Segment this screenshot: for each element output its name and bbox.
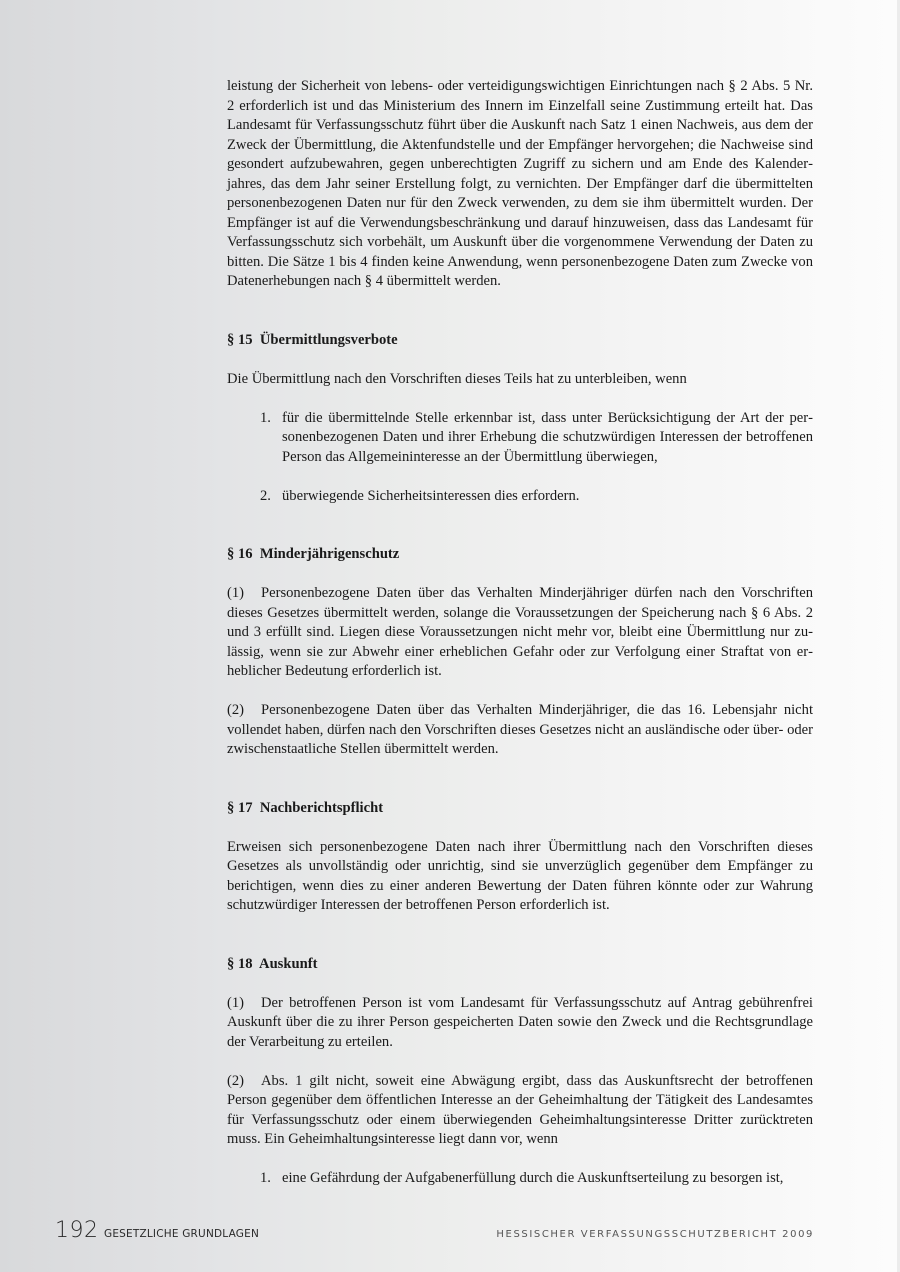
footer-report-title: HESSISCHER VERFASSUNGSSCHUTZBERICHT 2009 — [496, 1229, 814, 1240]
list-item-number: 1. — [260, 1170, 271, 1186]
section-heading: § 15 Übermittlungsverbote — [227, 331, 398, 348]
page-footer — [0, 1218, 900, 1248]
paragraph-number: (1) — [227, 585, 245, 601]
numbered-list — [227, 409, 813, 507]
section-heading: § 18 Auskunft — [227, 955, 318, 972]
section-heading: § 16 Minderjährigenschutz — [227, 546, 400, 562]
list-item-number: 2. — [260, 487, 271, 504]
list-item-text: für die übermittelnde Stelle erkennbar ist, dass unter Berücksichtigung der Art der personenbezogenen Daten und ihrer Erhebung die schutzwürdigen Interessen der betroffenen Person das Allgemeininteresse an der Übermittlung überwiegen, — [282, 409, 813, 465]
section-heading: § 17 Nachberichtspflicht — [227, 799, 384, 816]
paragraph-text: Personenbezogene Daten über das Verhalten Minderjähriger, die das 16. Lebensjahr nicht vollendet haben, dürfen nach den Vorschriften dieses Gesetzes nicht an ausländische oder über- oder zwischenstaatliche Stellen übermittelt werden. — [227, 702, 813, 757]
numbered-paragraph — [227, 994, 813, 1053]
numbered-paragraph — [227, 584, 813, 682]
section-16 — [227, 545, 813, 760]
paragraph-number: (1) — [227, 994, 245, 1011]
paragraph-text: Abs. 1 gilt nicht, soweit eine Abwägung ergibt, dass das Auskunftsrecht der betroffenen Person gegenüber dem öffentlichen Interesse an der Geheimhaltung der Tätigkeit des Landesamtes für Verfassungsschutz oder einem überwiegenden Geheimhaltungsinteresse Dritter zurücktreten muss. Ein Geheimhaltungsinteresse liegt dann vor, wenn — [227, 1072, 813, 1147]
section-intro: Die Übermittlung nach den Vorschriften dieses Teils hat zu unterbleiben, wenn — [227, 370, 687, 387]
numbered-paragraph — [227, 1072, 813, 1150]
list-item — [227, 409, 813, 468]
list-item — [227, 1169, 813, 1189]
footer-section-label: GESETZLICHE GRUNDLAGEN — [104, 1228, 259, 1240]
section-15 — [227, 331, 813, 507]
numbered-paragraph — [227, 701, 813, 760]
section-17 — [227, 799, 813, 916]
list-item-text: eine Gefährdung der Aufgabenerfüllung durch die Auskunftserteilung zu besorgen ist, — [282, 1170, 784, 1186]
section-18 — [227, 955, 813, 1189]
numbered-list — [227, 1169, 813, 1189]
paragraph-text: Personenbezogene Daten über das Verhalten Minderjähriger dürfen nach den Vorschriften dieses Gesetzes übermittelt werden, solange die Voraussetzungen der Speicherung nach § 6 Abs. 2 und 3 erfüllt sind. Liegen diese Voraussetzungen nicht mehr vor, bleibt eine Übermittlung nur zulässig, wenn sie zur Abwehr einer erheblichen Gefahr oder zur Verfolgung einer Straftat von erheblicher Bedeutung erforderlich ist. — [227, 585, 813, 679]
intro-paragraph: leistung der Sicherheit von lebens- oder verteidigungswichtigen Einrichtungen nach § 2 Abs. 5 Nr. 2 erforderlich ist und das Ministerium des Innern im Einzelfall seine Zustimmung erteilt hat. Das Landesamt für Verfassungsschutz führt über die Auskunft nach Satz 1 einen Nachweis, aus dem der Zweck der Übermittlung, die Aktenfundstelle und der Empfänger hervorgehen; die Nachweise sind gesondert aufzubewahren, gegen unberechtigten Zugriff zu sichern und am Ende des Kalenderjahres, das dem Jahr seiner Erstellung folgt, zu vernichten. Der Empfänger darf die übermittelten personenbezogenen Daten nur für den Zweck verwenden, zu dem sie ihm übermittelt wurden. Der Empfänger ist auf die Verwendungsbeschränkung und darauf hinzuweisen, dass das Landesamt für Verfassungsschutz sich vorbehält, um Auskunft über die vorgenommene Verwendung der Daten zu bitten. Die Sätze 1 bis 4 finden keine Anwendung, wenn personenbezogene Daten zum Zwecke von Datenerhebungen nach § 4 übermittelt werden. — [227, 78, 813, 289]
list-item — [227, 487, 813, 507]
paragraph-number: (2) — [227, 702, 245, 718]
page-number: 192 — [55, 1218, 99, 1243]
section-text: Erweisen sich personenbezogene Daten nach ihrer Übermittlung nach den Vorschriften dieses Gesetzes als unvollständig oder unrichtig, sind sie unverzüglich gegenüber dem Empfänger zu berichtigen, wenn dies zu einer anderen Bewertung der Daten führen könnte oder zur Wahrung schutzwürdiger Interessen der betroffenen Person erforderlich ist. — [227, 838, 813, 913]
list-item-text: überwiegende Sicherheitsinteressen dies erfordern. — [282, 487, 580, 504]
paragraph-number: (2) — [227, 1072, 245, 1089]
list-item-number: 1. — [260, 409, 271, 426]
paragraph-text: Der betroffenen Person ist vom Landesamt für Verfassungsschutz auf Antrag gebührenfrei Auskunft über die zu ihrer Person gespeicherten Daten sowie den Zweck und die Rechtsgrundlage der Verarbeitung zu erteilen. — [227, 994, 813, 1050]
document-body — [227, 77, 813, 1189]
